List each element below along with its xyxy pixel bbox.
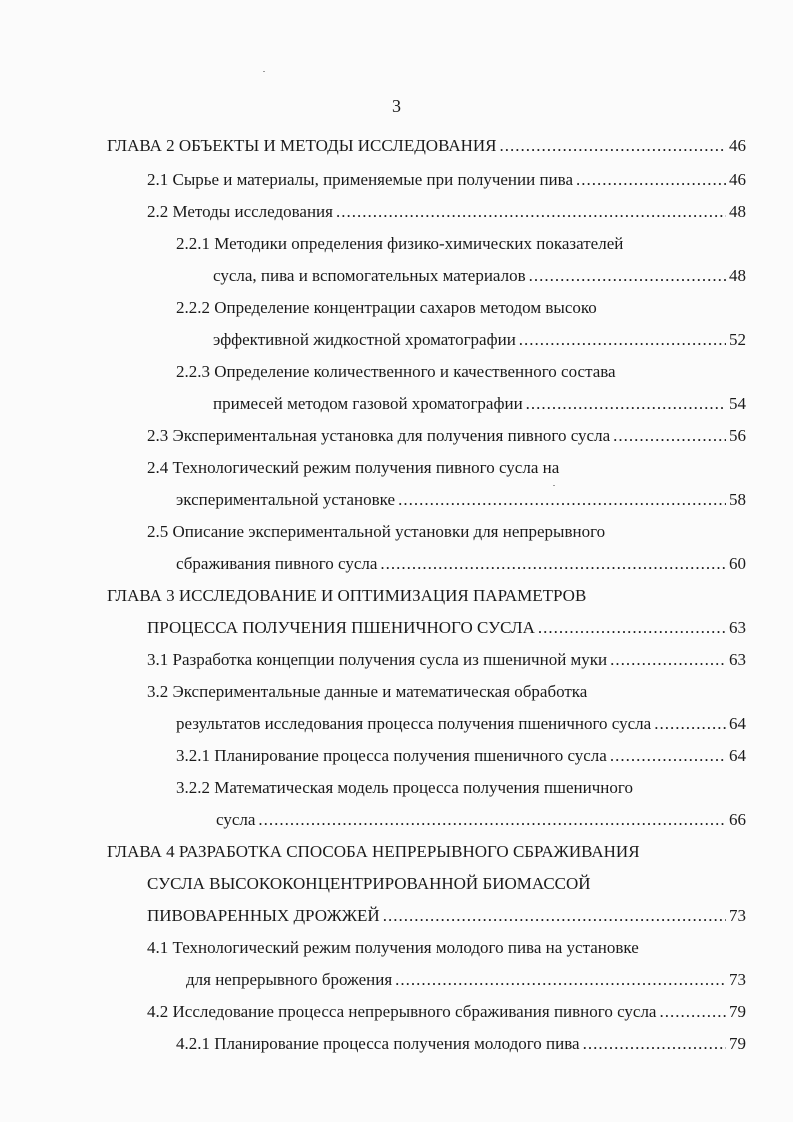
toc-page-ref: 48 xyxy=(729,202,746,221)
toc-entry-3-2-1 xyxy=(176,740,746,772)
toc-entry-2-2-3-line1: 2.2.3 Определение количественного и качественного состава xyxy=(176,362,616,381)
toc-page-ref: 54 xyxy=(729,394,746,413)
dot-leader xyxy=(610,740,726,772)
toc-entry-ch4 xyxy=(147,900,746,932)
toc-entry-title: ПИВОВАРЕННЫХ ДРОЖЖЕЙ xyxy=(147,906,380,925)
toc-entry-title: 3.2.1 Планирование процесса получения пшеничного сусла xyxy=(176,746,607,765)
toc-page-ref: 79 xyxy=(729,1034,746,1053)
toc-entry-title: сусла xyxy=(216,810,256,829)
toc-entry-4-2 xyxy=(147,996,746,1028)
toc-entry-title: 2.3 Экспериментальная установка для получения пивного сусла xyxy=(147,426,611,445)
toc-entry-ch4-line2: СУСЛА ВЫСОКОКОНЦЕНТРИРОВАННОЙ БИОМАССОЙ xyxy=(147,874,591,893)
dot-leader xyxy=(398,484,726,516)
toc-entry-2-5-line1: 2.5 Описание экспериментальной установки для непрерывного xyxy=(147,522,606,541)
dot-leader xyxy=(383,900,726,932)
toc-page-ref: 73 xyxy=(729,970,746,989)
toc-entry-3-2-2 xyxy=(216,804,746,836)
toc-entry-title: ПРОЦЕССА ПОЛУЧЕНИЯ ПШЕНИЧНОГО СУСЛА xyxy=(147,618,535,637)
dot-leader xyxy=(654,708,726,740)
toc-entry-4-1 xyxy=(186,964,746,996)
toc-entry-title: экспериментальной установке xyxy=(176,490,396,509)
toc-page-ref: 64 xyxy=(729,746,746,765)
dot-leader xyxy=(583,1028,726,1060)
toc-page-ref: 66 xyxy=(729,810,746,829)
toc-entry-ch3 xyxy=(147,612,746,644)
toc-entry-title: эффективной жидкостной хроматографии xyxy=(213,330,516,349)
toc-entry-2-2-1-line1: 2.2.1 Методики определения физико-химических показателей xyxy=(176,234,624,253)
dot-leader xyxy=(395,964,726,996)
toc-entry-title: ГЛАВА 2 ОБЪЕКТЫ И МЕТОДЫ ИССЛЕДОВАНИЯ xyxy=(107,136,497,155)
toc-entry-3-2-line1: 3.2 Экспериментальные данные и математическая обработка xyxy=(147,682,588,701)
toc-entry-title: 4.2 Исследование процесса непрерывного сбраживания пивного сусла xyxy=(147,1002,657,1021)
toc-page-ref: 64 xyxy=(729,714,746,733)
toc-entry-title: 2.2 Методы исследования xyxy=(147,202,333,221)
toc-entry-4-2-1 xyxy=(176,1028,746,1060)
toc-entry-4-1-line1: 4.1 Технологический режим получения молодого пива на установке xyxy=(147,938,639,957)
dot-leader xyxy=(538,612,726,644)
dot-leader xyxy=(380,548,726,580)
toc-page-ref: 63 xyxy=(729,650,746,669)
toc-entry-title: для непрерывного брожения xyxy=(186,970,393,989)
toc-entry-2-2-3 xyxy=(213,388,746,420)
toc-entry-3-2-2-line1: 3.2.2 Математическая модель процесса получения пшеничного xyxy=(176,778,633,797)
toc-entry-title: 3.1 Разработка концепции получения сусла из пшеничной муки xyxy=(147,650,608,669)
scan-speck xyxy=(553,485,555,486)
toc-entry-title: примесей методом газовой хроматографии xyxy=(213,394,523,413)
dot-leader xyxy=(529,260,726,292)
toc-entry-2-2-2-line1: 2.2.2 Определение концентрации сахаров методом высоко xyxy=(176,298,597,317)
toc-entry-2-3 xyxy=(147,420,746,452)
dot-leader xyxy=(613,420,726,452)
toc-entry-title: 2.1 Сырье и материалы, применяемые при получении пива xyxy=(147,170,573,189)
toc-page-ref: 56 xyxy=(729,426,746,445)
toc-entry-2-1 xyxy=(147,164,746,196)
toc-page-ref: 79 xyxy=(729,1002,746,1021)
dot-leader xyxy=(336,196,726,228)
dot-leader xyxy=(610,644,726,676)
toc-entry-2-2-2 xyxy=(213,324,746,356)
page-number: 3 xyxy=(392,96,401,116)
dot-leader xyxy=(576,164,726,196)
toc-page-ref: 52 xyxy=(729,330,746,349)
toc-page-ref: 46 xyxy=(729,136,746,155)
toc-page-ref: 60 xyxy=(729,554,746,573)
toc-entry-3-1 xyxy=(147,644,746,676)
dot-leader xyxy=(526,388,726,420)
toc-page-ref: 48 xyxy=(729,266,746,285)
toc-page-ref: 58 xyxy=(729,490,746,509)
toc-entry-title: сбраживания пивного сусла xyxy=(176,554,378,573)
toc-entry-2-5 xyxy=(176,548,746,580)
toc-entry-title: результатов исследования процесса получения пшеничного сусла xyxy=(176,714,652,733)
toc-page-ref: 46 xyxy=(729,170,746,189)
dot-leader xyxy=(500,130,726,162)
toc-entry-title: 4.2.1 Планирование процесса получения молодого пива xyxy=(176,1034,580,1053)
toc-entry-ch3-line1: ГЛАВА 3 ИССЛЕДОВАНИЕ И ОПТИМИЗАЦИЯ ПАРАМЕТРОВ xyxy=(107,586,587,605)
scan-speck xyxy=(263,71,265,72)
dot-leader xyxy=(659,996,726,1028)
toc-entry-2-2 xyxy=(147,196,746,228)
toc-page-ref: 63 xyxy=(729,618,746,637)
toc-entry-ch2 xyxy=(107,130,746,162)
toc-entry-2-2-1 xyxy=(213,260,746,292)
dot-leader xyxy=(519,324,726,356)
toc-page-ref: 73 xyxy=(729,906,746,925)
toc-entry-2-4-line1: 2.4 Технологический режим получения пивного сусла на xyxy=(147,458,560,477)
toc-entry-title: сусла, пива и вспомогательных материалов xyxy=(213,266,526,285)
dot-leader xyxy=(258,804,726,836)
toc-entry-3-2 xyxy=(176,708,746,740)
toc-entry-ch4-line1: ГЛАВА 4 РАЗРАБОТКА СПОСОБА НЕПРЕРЫВНОГО СБРАЖИВАНИЯ xyxy=(107,842,640,861)
toc-entry-2-4 xyxy=(176,484,746,516)
